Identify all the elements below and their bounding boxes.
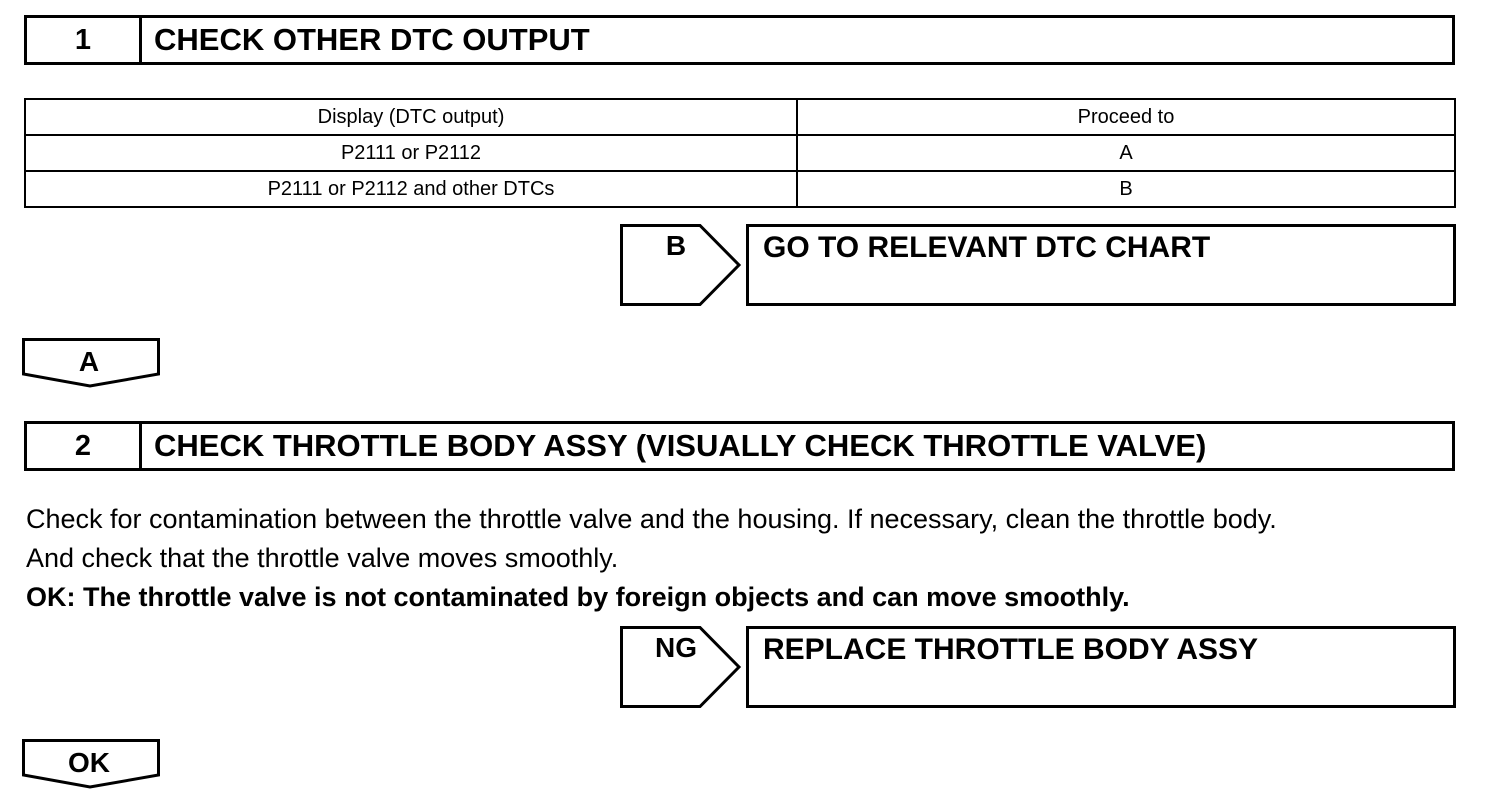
table-row <box>25 135 1455 171</box>
branch-a-tag <box>22 338 160 390</box>
step-1-number: 1 <box>27 18 142 62</box>
step-1-title: CHECK OTHER DTC OUTPUT <box>154 22 590 57</box>
step-1-header <box>24 15 1455 65</box>
branch-ng-result: REPLACE THROTTLE BODY ASSY <box>763 633 1259 666</box>
table-row <box>25 171 1455 207</box>
table-header-proceed: Proceed to <box>797 99 1455 135</box>
step-2-number: 2 <box>27 424 142 468</box>
branch-ng-tag <box>620 626 742 708</box>
branch-b-result: GO TO RELEVANT DTC CHART <box>763 231 1211 264</box>
branch-b-label: B <box>665 230 687 261</box>
instruction-line-2: And check that the throttle valve moves smoothly. <box>26 543 619 573</box>
step-2-header <box>24 421 1455 471</box>
branch-ng-label: NG <box>655 632 697 663</box>
instructions <box>26 500 1466 617</box>
table-cell-proceed: B <box>797 171 1455 207</box>
branch-ok-tag <box>22 739 160 791</box>
table-header-row <box>25 99 1455 135</box>
table-header-display: Display (DTC output) <box>25 99 797 135</box>
ok-criteria: OK: The throttle valve is not contaminated by foreign objects and can move smoothly. <box>26 582 1130 612</box>
branch-b-tag <box>620 224 742 306</box>
branch-a-label: A <box>78 346 100 377</box>
branch-ng-result-box <box>746 626 1456 708</box>
table-cell-display: P2111 or P2112 and other DTCs <box>25 171 797 207</box>
dtc-table <box>24 98 1456 208</box>
step-2-title: CHECK THROTTLE BODY ASSY (VISUALLY CHECK THROTTLE VALVE) <box>154 428 1207 463</box>
table-cell-display: P2111 or P2112 <box>25 135 797 171</box>
branch-b-result-box <box>746 224 1456 306</box>
instruction-line-1: Check for contamination between the throttle valve and the housing. If necessary, clean the throttle body. <box>26 504 1277 534</box>
branch-ok-label: OK <box>68 747 110 778</box>
table-cell-proceed: A <box>797 135 1455 171</box>
